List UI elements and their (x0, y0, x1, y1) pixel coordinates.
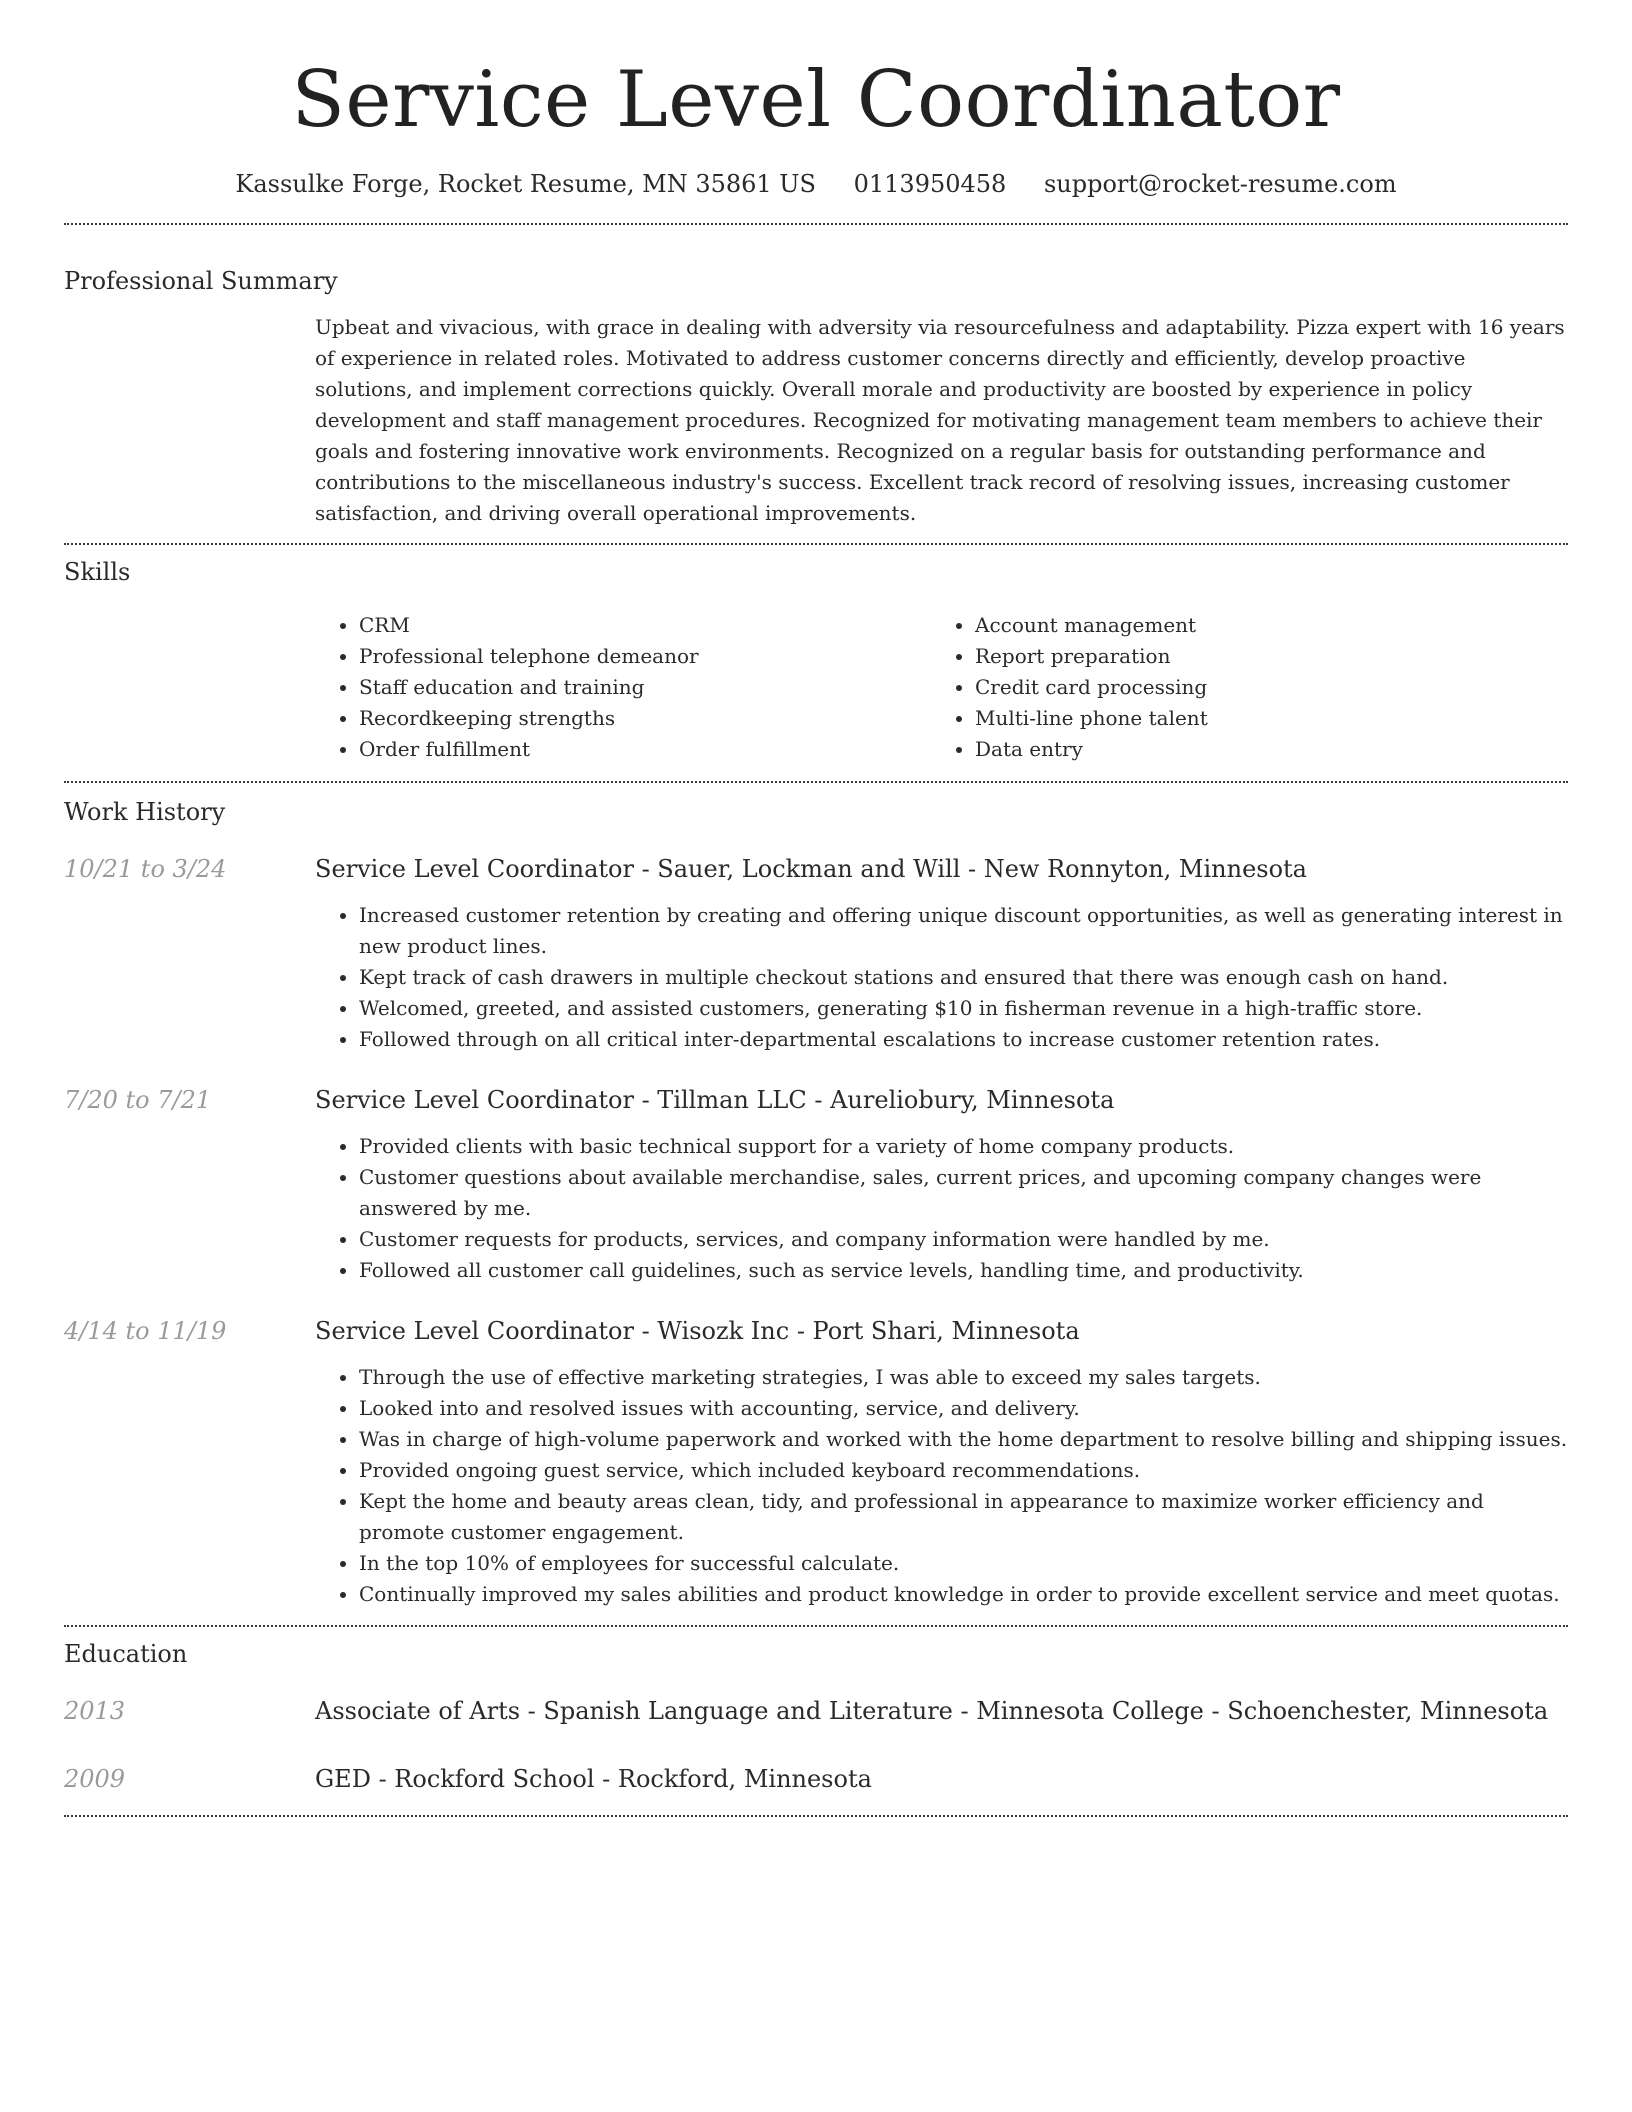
job-entry (64, 1084, 1568, 1286)
list-item: • Kept track of cash drawers in multiple checkout stations and ensured that there was enough cash on hand. (359, 962, 1568, 993)
skill-item: • Recordkeeping strengths (359, 703, 931, 734)
job-title: Service Level Coordinator - Tillman LLC - Aureliobury, Minnesota (315, 1086, 1115, 1114)
skill-item: • Account management (975, 610, 1547, 641)
education-year: 2013 (64, 1697, 126, 1725)
skill-item: • Staff education and training (359, 672, 931, 703)
skills-section (64, 556, 1568, 765)
section-title-education: Education (64, 1640, 188, 1668)
job-bullets (64, 1362, 1568, 1610)
list-item: • Followed all customer call guidelines, such as service levels, handling time, and productivity. (359, 1255, 1568, 1286)
job-header (64, 1084, 1568, 1116)
list-item: • Followed through on all critical inter-departmental escalations to increase customer retention rates. (359, 1024, 1568, 1055)
job-bullets (64, 900, 1568, 1055)
list-item: • Customer requests for products, services, and company information were handled by me. (359, 1224, 1568, 1255)
section-title-skills: Skills (64, 558, 131, 586)
job-dates: 7/20 to 7/21 (64, 1086, 212, 1114)
education-section (64, 1638, 1568, 1795)
job-dates: 10/21 to 3/24 (64, 855, 227, 883)
job-title: Service Level Coordinator - Wisozk Inc - Port Shari, Minnesota (315, 1317, 1080, 1345)
job-entry (64, 1315, 1568, 1610)
job-header (64, 1315, 1568, 1347)
education-text: GED - Rockford School - Rockford, Minnesota (315, 1765, 872, 1793)
job-header (64, 853, 1568, 885)
contact-email: support@rocket-resume.com (1043, 170, 1397, 198)
list-item: • Through the use of effective marketing strategies, I was able to exceed my sales targets. (359, 1362, 1568, 1393)
list-item: • Provided clients with basic technical support for a variety of home company products. (359, 1131, 1568, 1162)
section-title-work: Work History (64, 798, 226, 826)
divider (64, 543, 1568, 545)
list-item: • Kept the home and beauty areas clean, tidy, and professional in appearance to maximize worker efficiency and promote customer engagement. (359, 1486, 1568, 1548)
skill-item: • Credit card processing (975, 672, 1547, 703)
contact-line (64, 168, 1568, 200)
education-entry (64, 1763, 1568, 1795)
contact-address: Kassulke Forge, Rocket Resume, MN 35861 US (235, 170, 816, 198)
skill-item: • CRM (359, 610, 931, 641)
section-title-summary: Professional Summary (64, 267, 338, 295)
skill-item: • Data entry (975, 734, 1547, 765)
list-item: • Customer questions about available merchandise, sales, current prices, and upcoming company changes were answered by me. (359, 1162, 1568, 1224)
skill-item: • Multi-line phone talent (975, 703, 1547, 734)
job-title: Service Level Coordinator - Sauer, Lockman and Will - New Ronnyton, Minnesota (315, 855, 1307, 883)
divider (64, 1815, 1568, 1817)
candidate-name: Service Level Coordinator (291, 55, 1341, 145)
list-item: • Continually improved my sales abilities and product knowledge in order to provide excellent service and meet quotas. (359, 1579, 1568, 1610)
job-bullets (64, 1131, 1568, 1286)
skills-list-left (315, 610, 931, 765)
list-item: • Welcomed, greeted, and assisted customers, generating $10 in fisherman revenue in a high-traffic store. (359, 993, 1568, 1024)
contact-phone: 0113950458 (853, 170, 1007, 198)
divider (64, 781, 1568, 783)
job-dates: 4/14 to 11/19 (64, 1317, 227, 1345)
education-text: Associate of Arts - Spanish Language and Literature - Minnesota College - Schoenchester, Minnesota (315, 1697, 1549, 1725)
job-entry (64, 853, 1568, 1055)
summary-section (64, 265, 1568, 529)
education-year: 2009 (64, 1765, 126, 1793)
skill-item: • Professional telephone demeanor (359, 641, 931, 672)
list-item: • Provided ongoing guest service, which included keyboard recommendations. (359, 1455, 1568, 1486)
list-item: • Increased customer retention by creating and offering unique discount opportunities, as well as generating interest in new product lines. (359, 900, 1568, 962)
education-entry (64, 1695, 1568, 1727)
skills-columns (64, 610, 1568, 765)
divider (64, 1625, 1568, 1627)
list-item: • In the top 10% of employees for successful calculate. (359, 1548, 1568, 1579)
work-section (64, 796, 1568, 1610)
list-item: • Was in charge of high-volume paperwork and worked with the home department to resolve billing and shipping issues. (359, 1424, 1568, 1455)
skill-item: • Order fulfillment (359, 734, 931, 765)
list-item: • Looked into and resolved issues with accounting, service, and delivery. (359, 1393, 1568, 1424)
divider (64, 223, 1568, 225)
skill-item: • Report preparation (975, 641, 1547, 672)
skills-list-right (931, 610, 1547, 765)
summary-text: Upbeat and vivacious, with grace in dealing with adversity via resourcefulness and adaptability. Pizza expert with 16 years of experience in related roles. Motivated to address customer concerns directly and efficiently, develop proactive solutions, and implement corrections quickly. Overall morale and productivity are boosted by experience in policy development and staff management procedures. Recognized for motivating management team members to achieve their goals and fostering innovative work environments. Recognized on a regular basis for outstanding performance and contributions to the miscellaneous industry's success. Excellent track record of resolving issues, increasing customer satisfaction, and driving overall operational improvements. (315, 315, 1565, 525)
